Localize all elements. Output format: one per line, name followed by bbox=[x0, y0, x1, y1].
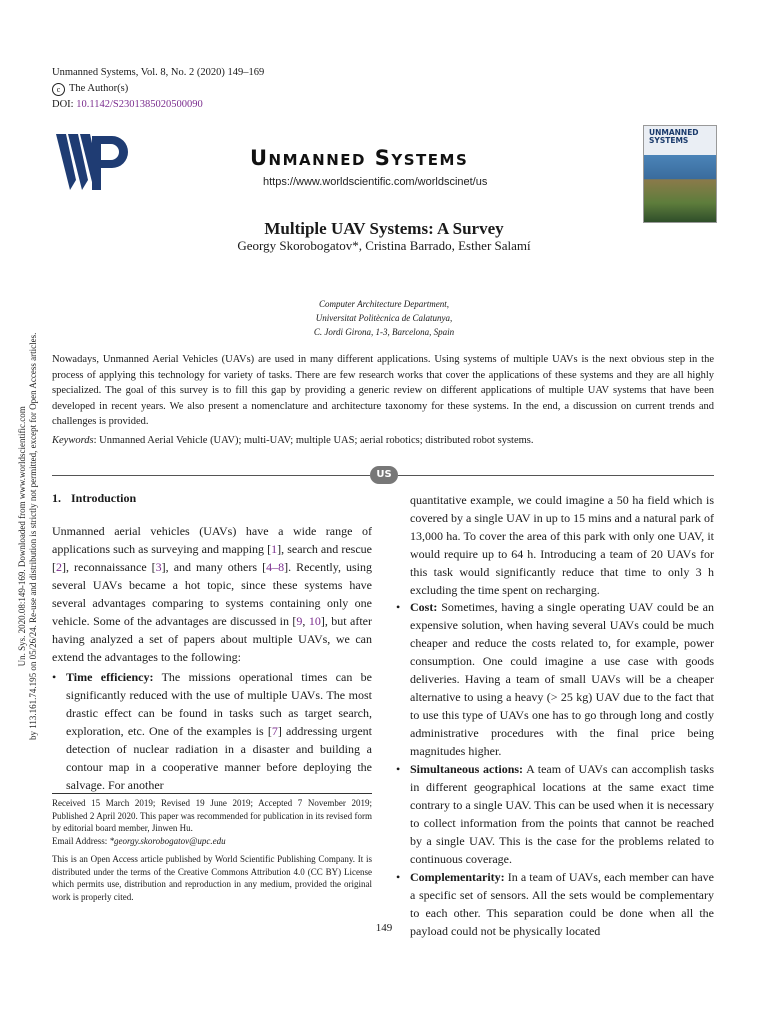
text-run: ]. Recently, using several UAVs became a hot topic, since these systems have several advantages comparing to systems containing only one vehicle. Some of the advantages are discussed in [ bbox=[52, 560, 372, 628]
text-run: Sometimes, having a single operating UAV could be an expensive solution, when having several UAVs could be much cheaper and reduce the costs related to, for example, power consumption. One could imagine a use case with goods deliveries. Having a team of small UAVs will be a cheaper alternative to using a heavy (> 25 kg) UAV due to the fact that to use this type of UAVs one has to go through long and costly administrative procedures with the final price being magnitudes higher. bbox=[410, 600, 714, 758]
text-run: ], but after having analyzed a set of papers about multiple UAVs, we can extend the advantages to the following: bbox=[52, 614, 373, 664]
journal-cover-image bbox=[643, 125, 717, 223]
article-title: Multiple UAV Systems: A Survey bbox=[264, 219, 504, 238]
email-label: Email Address: bbox=[52, 835, 110, 846]
bullet-continuation: quantitative example, we could imagine a 50 ha field which is covered by a single UAV in up to 15 mins and a natural park of 13,000 ha. To cover the area of this park with only one UAV, it would require up to 64 h. Introducing a team of 20 UAVs for this task would significantly reduce that time to only 3 h excluding the time spent on recharging. bbox=[410, 493, 714, 597]
citation-link[interactable]: 9 bbox=[296, 614, 303, 628]
citation-link[interactable]: 3 bbox=[155, 560, 162, 574]
text-run: Unmanned aerial vehicles (UAVs) have a wide range of applications such as surveying and mapping [ bbox=[52, 524, 372, 556]
section-heading bbox=[52, 491, 136, 506]
abstract: Nowadays, Unmanned Aerial Vehicles (UAVs) are used in many different applications. Using systems of multiple UAVs is the next obvious step in the process of applying this technology for variety of tasks. There are few research works that cover the applications of these systems and they are all highly specialized. The goal of this survey is to fill this gap by providing a generic review on different applications of multiple UAV systems that have been developed in recent years. We also present a nomenclature and architecture taxonomy for these systems. In the end, a discussion on current trends and challenges is provided. bbox=[52, 354, 714, 427]
copyright-line bbox=[52, 81, 264, 97]
text-run: A team of UAVs can accomplish tasks in different geographical locations at the same exact time contrary to a single UAV. This can be used when it is necessary to collect information from the points that cannot be reached by a single UAV. This is the case for the problems related to continuous coverage. bbox=[410, 762, 714, 866]
keywords bbox=[52, 433, 714, 448]
world-scientific-logo bbox=[56, 132, 128, 194]
footnote-open-access: This is an Open Access article published by World Scientific Publishing Company. It is distributed under the terms of the Creative Commons Attribution 4.0 (CC BY) License which permits use, distribution and reproduction in any medium, provided the original work is properly cited. bbox=[52, 854, 372, 902]
download-stamp-line1: Un. Sys. 2020.08:149-169. Downloaded from www.worldscientific.com bbox=[17, 406, 27, 667]
intro-paragraph bbox=[52, 522, 372, 666]
list-item bbox=[396, 598, 714, 760]
journal-header bbox=[52, 65, 264, 113]
text-run: The missions operational times can be significantly reduced with the use of multiple UAVs. The most drastic effect can be found in tasks such as target search, exploration, etc. One of the examples is [ bbox=[66, 670, 372, 738]
doi-label: DOI: bbox=[52, 99, 74, 110]
bullet-icon: • bbox=[52, 670, 57, 684]
copyright-circle-icon: c bbox=[52, 83, 65, 96]
bullet-icon: • bbox=[396, 762, 401, 776]
text-run: ] addressing urgent detection of nuclear radiation in a disaster and building a contour map in a cooperative manner before deploying the salvage. For another bbox=[66, 724, 372, 792]
keywords-list: : Unmanned Aerial Vehicle (UAV); multi-UAV; multiple UAS; aerial robotics; distributed robot systems. bbox=[93, 435, 534, 446]
text-run: In a team of UAVs, each member can have a specific set of sensors. All the sets would be complementary to each other. This separation could be done when all the payload could not be physically located bbox=[410, 870, 714, 938]
affiliation-line: Computer Architecture Department, bbox=[319, 299, 449, 309]
journal-citation: Unmanned Systems, Vol. 8, No. 2 (2020) 149–169 bbox=[52, 67, 265, 78]
list-item bbox=[52, 668, 372, 794]
cover-title-line2: SYSTEMS bbox=[649, 136, 689, 145]
download-stamp-text bbox=[17, 333, 39, 740]
journal-name: Unmanned Systems bbox=[250, 146, 469, 170]
footnote-rule bbox=[52, 793, 372, 794]
page-number: 149 bbox=[375, 922, 393, 934]
article-authors: Georgy Skorobogatov*, Cristina Barrado, Esther Salamí bbox=[237, 238, 531, 253]
doi-link[interactable]: 10.1142/S2301385020500090 bbox=[76, 99, 203, 110]
citation-link[interactable]: 1 bbox=[271, 542, 278, 556]
bullet-label: Complementarity: bbox=[410, 870, 505, 884]
bullet-label: Cost: bbox=[410, 600, 438, 614]
footnote-received bbox=[52, 797, 372, 847]
download-stamp-line2: by 113.161.74.195 on 05/26/24. Re-use and distribution is strictly not permitted, except for Open Access articles. bbox=[28, 332, 38, 740]
received-text: Received 15 March 2019; Revised 19 June 2019; Accepted 7 November 2019; Published 2 April 2020. This paper was recommended for publication in its revised form by editorial board member, Jinwen Hu. bbox=[52, 798, 372, 833]
citation-link[interactable]: 2 bbox=[56, 560, 62, 574]
doi-line bbox=[52, 97, 264, 113]
text-run: ], reconnaissance [ bbox=[62, 560, 156, 574]
section-title: Introduction bbox=[71, 491, 137, 505]
keywords-label: Keywords bbox=[52, 435, 94, 446]
advantages-list bbox=[52, 668, 372, 794]
journal-badge: US bbox=[370, 466, 398, 484]
divider bbox=[398, 475, 714, 476]
text-run: ], and many others [ bbox=[161, 560, 267, 574]
cover-title-line1: UNMANNED bbox=[649, 128, 699, 137]
affiliation-line: Universitat Politècnica de Calatunya, bbox=[315, 313, 453, 323]
citation-link[interactable]: 10 bbox=[308, 614, 321, 628]
list-item bbox=[396, 760, 714, 868]
citation-link[interactable]: 7 bbox=[271, 724, 278, 738]
section-number: 1. bbox=[52, 491, 61, 505]
journal-url[interactable]: https://www.worldscientific.com/worldscinet/us bbox=[263, 176, 488, 188]
bullet-icon: • bbox=[396, 600, 401, 614]
text-run: ], search and rescue [ bbox=[52, 542, 372, 574]
bullet-label: Time efficiency: bbox=[66, 670, 154, 684]
affiliation-line: C. Jordi Girona, 1-3, Barcelona, Spain bbox=[313, 327, 455, 337]
bullet-label: Simultaneous actions: bbox=[410, 762, 524, 776]
text-run: , bbox=[302, 614, 309, 628]
copyright-text: The Author(s) bbox=[69, 83, 129, 94]
advantages-list-continued bbox=[396, 598, 714, 940]
bullet-icon: • bbox=[396, 870, 401, 884]
email-address[interactable]: *georgy.skorobogatov@upc.edu bbox=[109, 835, 226, 846]
citation-link[interactable]: 4–8 bbox=[266, 560, 285, 574]
affiliation bbox=[0, 297, 768, 339]
divider bbox=[52, 475, 370, 476]
